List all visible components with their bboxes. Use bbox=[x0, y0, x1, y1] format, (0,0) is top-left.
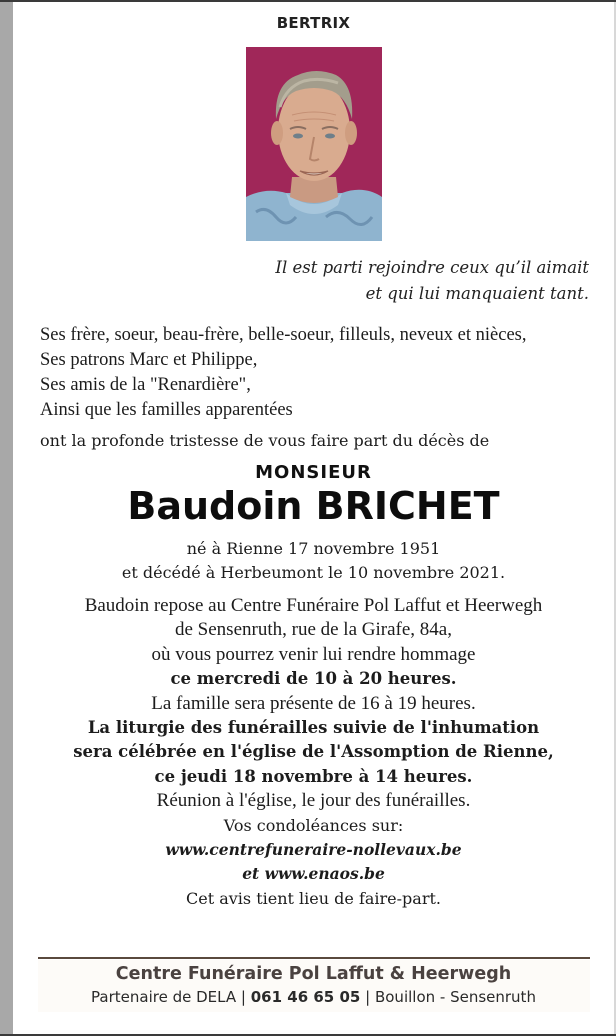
ceremony-line: ce jeudi 18 novembre à 14 heures. bbox=[154, 766, 473, 786]
life-dates bbox=[13, 537, 614, 585]
locations-text: Bouillon - Sensenruth bbox=[374, 988, 536, 1006]
funeral-details bbox=[13, 594, 614, 911]
quote-line: Il est parti rejoindre ceux qu’il aimait bbox=[275, 258, 589, 277]
rest-line: Baudoin repose au Centre Funéraire Pol Laffut et Heerwegh bbox=[84, 595, 543, 616]
funeral-home-name: Centre Funéraire Pol Laffut & Heerwegh bbox=[115, 964, 512, 984]
ceremony-line: sera célébrée en l'église de l'Assomption de Rienne, bbox=[73, 742, 554, 762]
memorial-quote bbox=[40, 255, 589, 307]
separator: | bbox=[365, 988, 371, 1006]
phone-number[interactable]: 061 46 65 05 bbox=[250, 988, 361, 1006]
condolences-link-1[interactable]: www.centrefuneraire-nollevaux.be bbox=[165, 840, 462, 860]
partner-text: Partenaire de DELA bbox=[91, 988, 237, 1006]
left-margin-strip bbox=[0, 2, 13, 1034]
visit-time: ce mercredi de 10 à 20 heures. bbox=[170, 669, 457, 689]
rest-line: où vous pourrez venir lui rendre hommage bbox=[151, 643, 476, 665]
honorific: MONSIEUR bbox=[255, 462, 372, 483]
family-presence: La famille sera présente de 16 à 19 heures. bbox=[151, 692, 476, 714]
ceremony-line: La liturgie des funérailles suivie de l'inhumation bbox=[87, 718, 540, 738]
birth-line: né à Rienne 17 novembre 1951 bbox=[186, 539, 441, 558]
funeral-home-info bbox=[13, 988, 614, 1006]
deceased-name: Baudoin BRICHET bbox=[127, 484, 500, 528]
location-heading: BERTRIX bbox=[276, 14, 351, 32]
quote-line: et qui lui manquaient tant. bbox=[365, 284, 589, 303]
top-border bbox=[0, 0, 616, 2]
rest-line: de Sensenruth, rue de la Girafe, 84a, bbox=[175, 619, 452, 641]
footer-divider bbox=[38, 957, 590, 959]
notice-line: Cet avis tient lieu de faire-part. bbox=[186, 888, 441, 908]
family-line: Ses amis de la "Renardière", bbox=[40, 375, 251, 395]
meeting-note: Réunion à l'église, le jour des funérailles. bbox=[156, 790, 471, 812]
portrait-illustration bbox=[246, 47, 382, 241]
announcement-line: ont la profonde tristesse de vous faire part du décès de bbox=[40, 431, 490, 450]
family-line: Ses frère, soeur, beau-frère, belle-soeur, filleuls, neveux et nièces, bbox=[40, 325, 527, 345]
condolences-link-2[interactable]: et www.enaos.be bbox=[242, 864, 385, 884]
death-line: et décédé à Herbeumont le 10 novembre 2021. bbox=[121, 563, 506, 582]
deceased-photo bbox=[246, 47, 382, 241]
family-line: Ses patrons Marc et Philippe, bbox=[40, 350, 258, 370]
family-line: Ainsi que les familles apparentées bbox=[40, 400, 293, 420]
condolences-label: Vos condoléances sur: bbox=[223, 815, 404, 835]
family-list bbox=[40, 323, 600, 423]
separator: | bbox=[240, 988, 246, 1006]
